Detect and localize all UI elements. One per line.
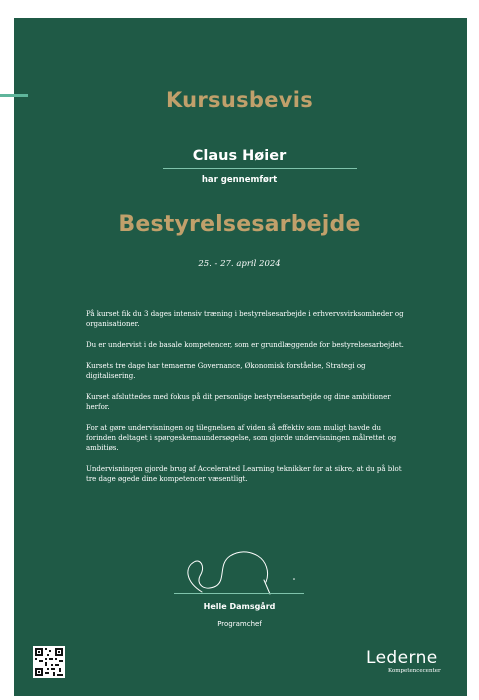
lederne-logo [366,649,456,679]
body-paragraph: Undervisningen gjorde brug af Accelerated Learning teknikker for at sikre, at du på blot tre dage øgede dine kompetencer væsentligt. [86,465,402,483]
signature-dot [293,578,295,580]
course-name: Bestyrelsesarbejde [118,212,361,237]
recipient-name: Claus Høier [192,148,287,164]
body-paragraph: Kurset afsluttedes med fokus på dit personlige bestyrelsesarbejde og dine ambitioner herfor. [86,393,391,411]
signer-name: Helle Damsgård [203,602,276,611]
body-paragraph: Du er undervist i de basale kompetencer, som er grundlæggende for bestyrelsesarbejdet. [86,341,404,349]
logo-wordmark: Lederne [366,648,438,668]
qr-code [33,646,65,678]
signature-stroke [188,552,270,594]
body-paragraph: På kurset fik du 3 dages intensiv træning i bestyrelsesarbejde i erhvervsvirksomheder og organisationer. [86,310,404,328]
logo-subtitle: Kompetencecenter [388,668,441,674]
body-paragraph: Kursets tre dage har temaerne Governance, Økonomisk forståelse, Strategi og digitalisering. [86,362,366,380]
signature [178,542,298,598]
course-dates: 25. - 27. april 2024 [198,259,281,269]
body-paragraph: For at gøre undervisningen og tilegnelsen af viden så effektiv som muligt havde du forinden deltaget i spørgeskemaundersøgelse, som gjorde undervisningen målrettet og ambitiøs. [86,424,397,452]
certificate-body [86,309,404,495]
name-divider [163,168,357,169]
certificate-title: Kursusbevis [165,88,314,112]
completed-label: har gennemført [201,175,278,185]
signer-role: Programchef [217,620,262,628]
signature-line [174,593,304,594]
